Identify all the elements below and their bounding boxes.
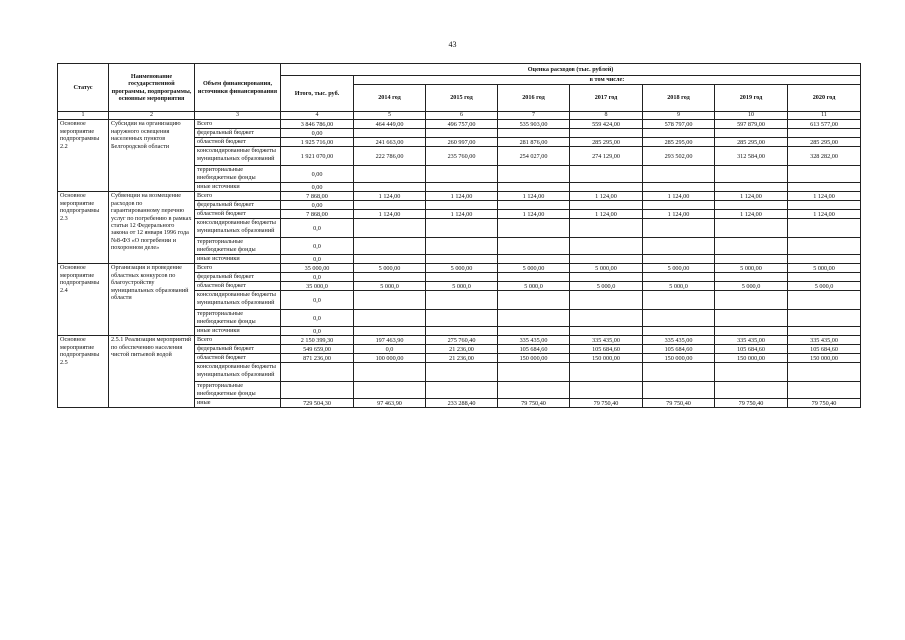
year-value-cell (788, 238, 861, 255)
year-value-cell: 222 786,00 (354, 147, 426, 166)
year-value-cell (498, 166, 570, 183)
year-value-cell (426, 183, 498, 192)
header-year: 2016 год (498, 85, 570, 112)
year-value-cell: 260 997,00 (426, 138, 498, 147)
header-year: 2018 год (643, 85, 715, 112)
year-value-cell: 105 684,60 (570, 345, 643, 354)
year-value-cell (570, 255, 643, 264)
year-value-cell (715, 327, 788, 336)
funding-source-cell: иные источники (195, 183, 281, 192)
year-value-cell: 235 760,00 (426, 147, 498, 166)
year-value-cell: 281 876,00 (498, 138, 570, 147)
year-value-cell: 0,0 (354, 345, 426, 354)
year-value-cell (643, 382, 715, 399)
funding-source-cell: консолидированные бюджеты муниципальных образований (195, 363, 281, 382)
year-value-cell: 535 903,00 (498, 120, 570, 129)
total-cell: 35 000,0 (281, 282, 354, 291)
column-number: 11 (788, 112, 861, 120)
year-value-cell: 100 000,00 (354, 354, 426, 363)
year-value-cell (643, 310, 715, 327)
total-cell: 7 868,00 (281, 210, 354, 219)
year-value-cell (715, 129, 788, 138)
header-program: Наименование государственной программы, подпрограммы, основные мероприятия (109, 64, 195, 112)
year-value-cell (788, 219, 861, 238)
funding-source-cell: областной бюджет (195, 210, 281, 219)
year-value-cell (643, 238, 715, 255)
year-value-cell (570, 273, 643, 282)
total-cell: 0,0 (281, 219, 354, 238)
year-value-cell (570, 183, 643, 192)
funding-source-cell: территориальные внебюджетные фонды (195, 382, 281, 399)
year-value-cell (498, 363, 570, 382)
year-value-cell: 559 424,00 (570, 120, 643, 129)
year-value-cell: 150 000,00 (570, 354, 643, 363)
table-row (58, 264, 861, 273)
year-value-cell: 578 797,00 (643, 120, 715, 129)
year-value-cell: 5 000,0 (498, 282, 570, 291)
year-value-cell (354, 363, 426, 382)
year-value-cell (643, 201, 715, 210)
year-value-cell: 1 124,00 (498, 192, 570, 201)
year-value-cell: 105 684,60 (715, 345, 788, 354)
total-cell: 729 504,30 (281, 399, 354, 408)
year-value-cell (715, 363, 788, 382)
total-cell: 0,0 (281, 273, 354, 282)
year-value-cell: 1 124,00 (354, 192, 426, 201)
funding-source-cell: Всего (195, 192, 281, 201)
year-value-cell: 328 282,00 (788, 147, 861, 166)
column-number: 4 (281, 112, 354, 120)
year-value-cell (715, 310, 788, 327)
column-number: 2 (109, 112, 195, 120)
total-cell: 1 925 716,00 (281, 138, 354, 147)
total-cell: 0,00 (281, 183, 354, 192)
year-value-cell (498, 238, 570, 255)
header-year: 2017 год (570, 85, 643, 112)
year-value-cell: 5 000,00 (498, 264, 570, 273)
funding-source-cell: федеральный бюджет (195, 273, 281, 282)
header-year: 2014 год (354, 85, 426, 112)
total-cell: 35 000,00 (281, 264, 354, 273)
year-value-cell: 5 000,00 (570, 264, 643, 273)
year-value-cell (643, 166, 715, 183)
year-value-cell: 150 000,00 (788, 354, 861, 363)
funding-source-cell: Всего (195, 336, 281, 345)
header-estimate: Оценка расходов (тыс. рублей) (281, 64, 861, 76)
year-value-cell (643, 183, 715, 192)
year-value-cell: 613 577,00 (788, 120, 861, 129)
year-value-cell: 5 000,0 (788, 282, 861, 291)
year-value-cell: 496 757,00 (426, 120, 498, 129)
year-value-cell: 5 000,00 (354, 264, 426, 273)
year-value-cell: 1 124,00 (715, 210, 788, 219)
total-cell: 871 236,00 (281, 354, 354, 363)
year-value-cell (570, 327, 643, 336)
year-value-cell: 335 435,00 (715, 336, 788, 345)
year-value-cell (426, 310, 498, 327)
year-value-cell (715, 201, 788, 210)
total-cell: 0,00 (281, 129, 354, 138)
year-value-cell (426, 273, 498, 282)
year-value-cell (643, 327, 715, 336)
year-value-cell (715, 273, 788, 282)
year-value-cell (788, 273, 861, 282)
year-value-cell: 1 124,00 (498, 210, 570, 219)
column-number: 6 (426, 112, 498, 120)
year-value-cell: 312 584,00 (715, 147, 788, 166)
year-value-cell (570, 382, 643, 399)
year-value-cell (426, 201, 498, 210)
column-number: 1 (58, 112, 109, 120)
total-cell (281, 382, 354, 399)
year-value-cell (570, 238, 643, 255)
status-cell: Основное мероприятие подпрограммы 2.3 (58, 192, 109, 264)
funding-source-cell: областной бюджет (195, 282, 281, 291)
year-value-cell: 285 295,00 (715, 138, 788, 147)
year-value-cell: 335 435,00 (570, 336, 643, 345)
year-value-cell (426, 166, 498, 183)
year-value-cell: 1 124,00 (643, 210, 715, 219)
year-value-cell: 5 000,0 (715, 282, 788, 291)
year-value-cell (643, 273, 715, 282)
year-value-cell (426, 382, 498, 399)
header-total: Итого, тыс. руб. (281, 76, 354, 112)
year-value-cell (354, 201, 426, 210)
header-year: 2015 год (426, 85, 498, 112)
year-value-cell (354, 166, 426, 183)
header-year: 2019 год (715, 85, 788, 112)
funding-source-cell: федеральный бюджет (195, 201, 281, 210)
table-row (58, 120, 861, 129)
year-value-cell: 335 435,00 (498, 336, 570, 345)
year-value-cell: 1 124,00 (426, 210, 498, 219)
total-cell (281, 363, 354, 382)
year-value-cell: 21 236,00 (426, 354, 498, 363)
year-value-cell (354, 327, 426, 336)
total-cell: 1 921 070,00 (281, 147, 354, 166)
funding-source-cell: иные (195, 399, 281, 408)
header-including: в том числе: (354, 76, 861, 85)
year-value-cell: 79 750,40 (570, 399, 643, 408)
total-cell: 0,0 (281, 327, 354, 336)
column-number: 5 (354, 112, 426, 120)
funding-source-cell: федеральный бюджет (195, 345, 281, 354)
year-value-cell: 150 000,00 (498, 354, 570, 363)
total-cell: 0,0 (281, 310, 354, 327)
year-value-cell: 79 750,40 (498, 399, 570, 408)
year-value-cell (570, 166, 643, 183)
year-value-cell: 1 124,00 (715, 192, 788, 201)
total-cell: 0,0 (281, 255, 354, 264)
funding-source-cell: Всего (195, 264, 281, 273)
column-number: 8 (570, 112, 643, 120)
year-value-cell: 150 000,00 (715, 354, 788, 363)
funding-source-cell: Всего (195, 120, 281, 129)
year-value-cell (498, 255, 570, 264)
funding-source-cell: консолидированные бюджеты муниципальных образований (195, 219, 281, 238)
table-row (58, 192, 861, 201)
year-value-cell (788, 327, 861, 336)
year-value-cell (570, 310, 643, 327)
year-value-cell (498, 129, 570, 138)
year-value-cell: 1 124,00 (426, 192, 498, 201)
year-value-cell (643, 129, 715, 138)
program-cell: Субвенции на возмещение расходов по гарантированному перечню услуг по погребению в рамках статьи 12 Федерального закона от 12 января 1996 года №8-ФЗ «О погребении и похоронном деле» (109, 192, 195, 264)
year-value-cell: 5 000,0 (643, 282, 715, 291)
year-value-cell: 5 000,00 (715, 264, 788, 273)
year-value-cell (426, 363, 498, 382)
year-value-cell: 1 124,00 (570, 192, 643, 201)
year-value-cell (498, 291, 570, 310)
funding-source-cell: федеральный бюджет (195, 129, 281, 138)
year-value-cell: 1 124,00 (788, 210, 861, 219)
year-value-cell (426, 219, 498, 238)
year-value-cell: 150 000,00 (643, 354, 715, 363)
year-value-cell: 233 288,40 (426, 399, 498, 408)
year-value-cell (788, 382, 861, 399)
year-value-cell: 105 684,60 (788, 345, 861, 354)
year-value-cell (788, 291, 861, 310)
year-value-cell (354, 291, 426, 310)
program-cell: 2.5.1 Реализация мероприятий по обеспечению населения чистой питьевой водой (109, 336, 195, 408)
year-value-cell: 285 295,00 (788, 138, 861, 147)
year-value-cell (788, 166, 861, 183)
year-value-cell: 97 463,90 (354, 399, 426, 408)
table-row (58, 336, 861, 345)
year-value-cell: 275 760,40 (426, 336, 498, 345)
program-cell: Организация и проведение областных конкурсов по благоустройству муниципальных образований области (109, 264, 195, 336)
year-value-cell (570, 363, 643, 382)
year-value-cell: 1 124,00 (354, 210, 426, 219)
year-value-cell: 597 879,00 (715, 120, 788, 129)
year-value-cell: 105 684,60 (643, 345, 715, 354)
year-value-cell (426, 291, 498, 310)
header-status: Статус (58, 64, 109, 112)
year-value-cell (570, 219, 643, 238)
year-value-cell: 335 435,00 (788, 336, 861, 345)
year-value-cell: 21 236,00 (426, 345, 498, 354)
total-cell: 7 868,00 (281, 192, 354, 201)
column-number: 7 (498, 112, 570, 120)
year-value-cell (354, 219, 426, 238)
year-value-cell: 105 684,60 (498, 345, 570, 354)
year-value-cell (788, 129, 861, 138)
year-value-cell (788, 363, 861, 382)
year-value-cell (354, 238, 426, 255)
total-cell: 0,00 (281, 201, 354, 210)
year-value-cell (715, 255, 788, 264)
year-value-cell: 79 750,40 (788, 399, 861, 408)
year-value-cell (498, 310, 570, 327)
year-value-cell (426, 129, 498, 138)
funding-source-cell: консолидированные бюджеты муниципальных образований (195, 291, 281, 310)
year-value-cell (354, 310, 426, 327)
year-value-cell (426, 327, 498, 336)
year-value-cell: 5 000,00 (643, 264, 715, 273)
year-value-cell: 79 750,40 (643, 399, 715, 408)
year-value-cell (354, 129, 426, 138)
status-cell: Основное мероприятие подпрограммы 2.4 (58, 264, 109, 336)
year-value-cell (426, 238, 498, 255)
year-value-cell (426, 255, 498, 264)
year-value-cell (715, 166, 788, 183)
budget-table (57, 63, 861, 408)
year-value-cell: 254 027,00 (498, 147, 570, 166)
total-cell: 2 150 399,30 (281, 336, 354, 345)
year-value-cell (498, 219, 570, 238)
year-value-cell: 5 000,00 (426, 264, 498, 273)
year-value-cell (570, 129, 643, 138)
year-value-cell (498, 327, 570, 336)
year-value-cell (788, 310, 861, 327)
year-value-cell (354, 255, 426, 264)
year-value-cell: 285 295,00 (643, 138, 715, 147)
year-value-cell (354, 183, 426, 192)
year-value-cell: 285 295,00 (570, 138, 643, 147)
year-value-cell (643, 291, 715, 310)
column-number: 3 (195, 112, 281, 120)
year-value-cell (498, 382, 570, 399)
column-number: 10 (715, 112, 788, 120)
year-value-cell (354, 273, 426, 282)
year-value-cell (498, 273, 570, 282)
year-value-cell (354, 382, 426, 399)
year-value-cell (715, 238, 788, 255)
year-value-cell (498, 201, 570, 210)
year-value-cell: 5 000,0 (354, 282, 426, 291)
funding-source-cell: иные источники (195, 255, 281, 264)
year-value-cell (570, 201, 643, 210)
year-value-cell: 79 750,40 (715, 399, 788, 408)
funding-source-cell: областной бюджет (195, 138, 281, 147)
year-value-cell: 293 502,00 (643, 147, 715, 166)
year-value-cell: 335 435,00 (643, 336, 715, 345)
page-number: 43 (448, 40, 457, 49)
total-cell: 0,0 (281, 291, 354, 310)
total-cell: 0,0 (281, 238, 354, 255)
year-value-cell: 1 124,00 (570, 210, 643, 219)
total-cell: 549 659,00 (281, 345, 354, 354)
status-cell: Основное мероприятие подпрограммы 2.5 (58, 336, 109, 408)
funding-source-cell: консолидированные бюджеты муниципальных образований (195, 147, 281, 166)
year-value-cell (788, 255, 861, 264)
year-value-cell (570, 291, 643, 310)
year-value-cell (715, 219, 788, 238)
header-year: 2020 год (788, 85, 861, 112)
year-value-cell (715, 291, 788, 310)
year-value-cell: 5 000,0 (426, 282, 498, 291)
year-value-cell (643, 363, 715, 382)
year-value-cell (715, 183, 788, 192)
year-value-cell (498, 183, 570, 192)
funding-source-cell: территориальные внебюджетные фонды (195, 166, 281, 183)
funding-source-cell: областной бюджет (195, 354, 281, 363)
funding-source-cell: территориальные внебюджетные фонды (195, 238, 281, 255)
total-cell: 3 846 786,00 (281, 120, 354, 129)
total-cell: 0,00 (281, 166, 354, 183)
status-cell: Основное мероприятие подпрограммы 2.2 (58, 120, 109, 192)
year-value-cell: 274 129,00 (570, 147, 643, 166)
header-funding: Объем финансирования, источники финансирования (195, 64, 281, 112)
funding-source-cell: иные источники (195, 327, 281, 336)
year-value-cell: 197 463,90 (354, 336, 426, 345)
year-value-cell (715, 382, 788, 399)
year-value-cell (643, 255, 715, 264)
year-value-cell (788, 183, 861, 192)
year-value-cell: 1 124,00 (788, 192, 861, 201)
year-value-cell: 1 124,00 (643, 192, 715, 201)
year-value-cell: 5 000,00 (788, 264, 861, 273)
program-cell: Субсидии на организацию наружного освещения населенных пунктов Белгородской области (109, 120, 195, 192)
year-value-cell (788, 201, 861, 210)
year-value-cell (643, 219, 715, 238)
year-value-cell: 464 449,00 (354, 120, 426, 129)
funding-source-cell: территориальные внебюджетные фонды (195, 310, 281, 327)
year-value-cell: 241 663,00 (354, 138, 426, 147)
column-number: 9 (643, 112, 715, 120)
year-value-cell: 5 000,0 (570, 282, 643, 291)
